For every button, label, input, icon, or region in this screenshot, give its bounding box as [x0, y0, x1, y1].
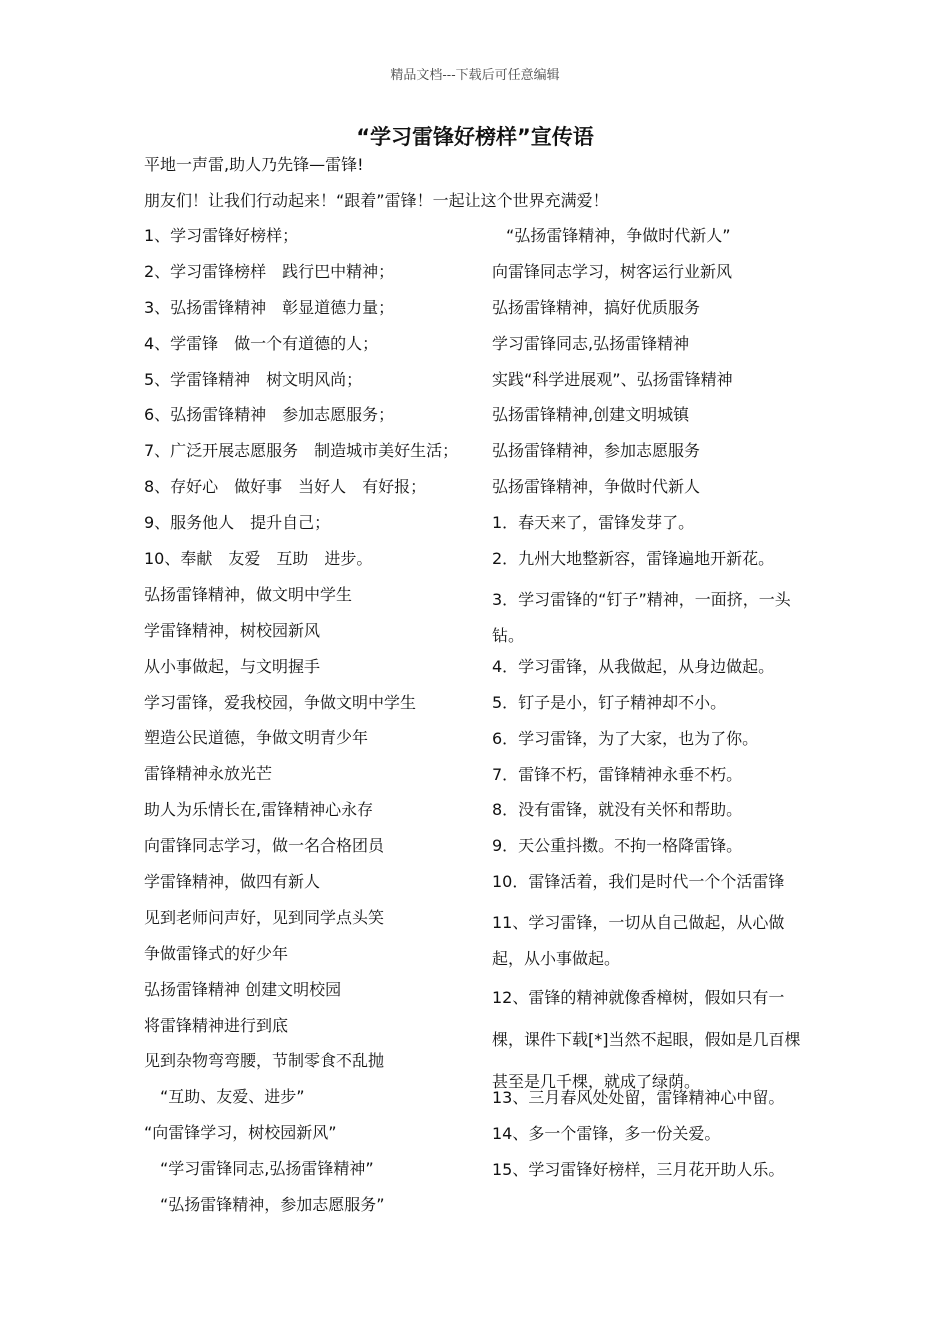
slogan-line: 从小事做起，与文明握手 — [144, 656, 321, 676]
slogan-line: 见到老师问声好，见到同学点头笑 — [144, 907, 385, 927]
slogan-line: 学习雷锋，爱我校园，争做文明中学生 — [144, 692, 417, 712]
slogan-line: 弘扬雷锋精神，参加志愿服务 — [492, 441, 701, 461]
right-column — [492, 223, 814, 1193]
slogan-line: 6、弘扬雷锋精神 参加志愿服务； — [144, 405, 395, 425]
slogan-line: 3、弘扬雷锋精神 彰显道德力量； — [144, 297, 395, 317]
intro-line: 朋友们！让我们行动起来！“跟着”雷锋！一起让这个世界充满爱！ — [144, 191, 609, 210]
slogan-line: 向雷锋同志学习，做一名合格团员 — [144, 836, 385, 856]
slogan-line: 弘扬雷锋精神，做文明中学生 — [144, 584, 353, 604]
slogan-line: 塑造公民道德，争做文明青少年 — [144, 728, 369, 748]
left-column — [144, 223, 484, 1228]
slogan-line: “弘扬雷锋精神，参加志愿服务” — [144, 1195, 385, 1215]
slogan-line: 弘扬雷锋精神，搞好优质服务 — [492, 297, 701, 317]
slogan-line: 10、奉献 友爱 互助 进步。 — [144, 549, 373, 569]
slogan-line: 1．春天来了，雷锋发芽了。 — [492, 513, 695, 533]
intro-line: 平地一声雷,助人乃先锋—雷锋! — [144, 155, 364, 174]
intro-block — [144, 151, 864, 223]
document-title: “学习雷锋好榜样”宣传语 — [356, 125, 594, 149]
slogan-line: 向雷锋同志学习，树客运行业新风 — [492, 261, 733, 281]
slogan-line: 12、雷锋的精神就像香樟树，假如只有一棵，课件下载[*]当然不起眼，假如是几百棵甚至是几千棵，就成了绿荫。 — [492, 988, 801, 1092]
slogan-line: 11、学习雷锋，一切从自己做起，从心做起，从小事做起。 — [492, 913, 785, 969]
slogan-line: 雷锋精神永放光芒 — [144, 764, 273, 784]
slogan-line: 学雷锋精神，树校园新风 — [144, 620, 321, 640]
slogan-line: 4、学雷锋 做一个有道德的人； — [144, 333, 379, 353]
slogan-line: 7、广泛开展志愿服务 制造城市美好生活； — [144, 441, 459, 461]
slogan-line: 学习雷锋同志,弘扬雷锋精神 — [492, 333, 690, 353]
slogan-line: 弘扬雷锋精神，争做时代新人 — [492, 477, 701, 497]
slogan-line: 8、存好心 做好事 当好人 有好报； — [144, 477, 427, 497]
slogan-line: 争做雷锋式的好少年 — [144, 943, 289, 963]
slogan-line: 6．学习雷锋，为了大家，也为了你。 — [492, 728, 759, 748]
slogan-line: 9．天公重抖擞。不拘一格降雷锋。 — [492, 836, 743, 856]
slogan-line: 14、多一个雷锋，多一份关爱。 — [492, 1124, 721, 1144]
slogan-line: 7．雷锋不朽，雷锋精神永垂不朽。 — [492, 764, 743, 784]
slogan-line: 15、学习雷锋好榜样，三月花开助人乐。 — [492, 1159, 785, 1179]
slogan-line: “弘扬雷锋精神，争做时代新人” — [506, 226, 731, 245]
slogan-line: 弘扬雷锋精神,创建文明城镇 — [492, 405, 690, 425]
slogan-line: “向雷锋学习，树校园新风” — [144, 1123, 337, 1143]
page-header: 精品文档---下载后可任意编辑 — [390, 68, 560, 83]
slogan-line: 5．钉子是小，钉子精神却不小。 — [492, 692, 727, 712]
slogan-line: 2．九州大地整新容，雷锋遍地开新花。 — [492, 549, 775, 569]
slogan-line: 实践“科学进展观”、弘扬雷锋精神 — [492, 369, 733, 389]
slogan-line: 弘扬雷锋精神 创建文明校园 — [144, 979, 342, 999]
slogan-line: 9、服务他人 提升自己； — [144, 513, 331, 533]
slogan-line: 见到杂物弯弯腰，节制零食不乱抛 — [144, 1051, 385, 1071]
slogan-line: 学雷锋精神，做四有新人 — [144, 872, 321, 892]
slogan-line: 8．没有雷锋，就没有关怀和帮助。 — [492, 800, 743, 820]
slogan-line: 10．雷锋活着，我们是时代一个个活雷锋 — [492, 872, 785, 892]
slogan-line: 5、学雷锋精神 树文明风尚； — [144, 369, 363, 389]
slogan-line: 1、学习雷锋好榜样； — [144, 226, 299, 245]
slogan-line: “互助、友爱、进步” — [144, 1087, 305, 1107]
slogan-line: 2、学习雷锋榜样 践行巴中精神； — [144, 261, 395, 281]
slogan-line: “学习雷锋同志,弘扬雷锋精神” — [144, 1159, 374, 1179]
slogan-line: 13、三月春风处处留，雷锋精神心中留。 — [492, 1088, 785, 1108]
slogan-line: 4．学习雷锋，从我做起，从身边做起。 — [492, 656, 775, 676]
slogan-line: 将雷锋精神进行到底 — [144, 1015, 289, 1035]
slogan-line: 助人为乐情长在,雷锋精神心永存 — [144, 800, 374, 820]
slogan-line: 3．学习雷锋的“钉子”精神，一面挤，一头钻。 — [492, 589, 791, 645]
